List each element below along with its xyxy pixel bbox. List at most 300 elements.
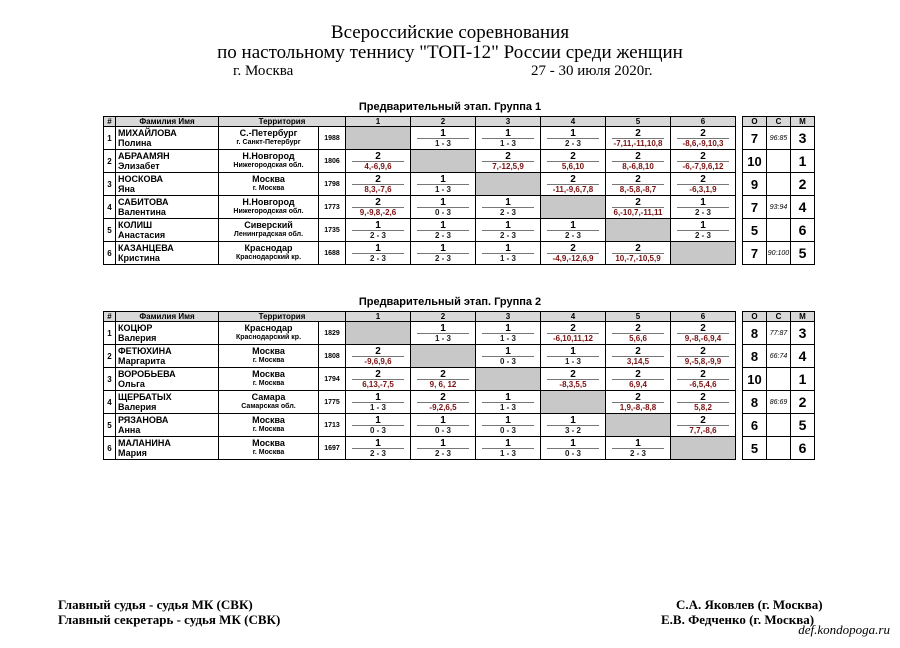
title-line-2: по настольному теннису "ТОП-12" России среди женщин [217, 42, 683, 63]
player-name [116, 368, 219, 391]
match-score: 1 - 3 [499, 402, 516, 412]
match-score: 1 - 3 [564, 356, 581, 366]
gap-cell [736, 173, 743, 196]
gap-cell [736, 242, 743, 265]
header-row [104, 117, 815, 127]
col-opponent-header: 3 [476, 117, 541, 127]
col-o-header: О [743, 117, 767, 127]
match-score: 0 - 3 [499, 425, 516, 435]
player-territory [219, 127, 319, 150]
match-result [606, 196, 671, 219]
territory-city: Н.Новгород [242, 197, 295, 207]
points-total: 8 [743, 391, 767, 414]
match-score: -6,-7,9,6,12 [682, 161, 724, 171]
match-score: 5,6,10 [561, 161, 585, 171]
match-result [541, 219, 606, 242]
match-points: 1 [677, 221, 729, 231]
match-score: 5,8,2 [694, 402, 712, 412]
match-result [346, 345, 411, 368]
match-result [346, 368, 411, 391]
territory-city: Сиверский [244, 220, 293, 230]
match-score: 1 - 3 [499, 333, 516, 343]
match-result [541, 345, 606, 368]
city: г. Москва [233, 63, 294, 79]
match-result [541, 173, 606, 196]
match-result [606, 242, 671, 265]
match-result [411, 242, 476, 265]
match-points: 1 [352, 221, 404, 231]
match-points: 1 [482, 244, 534, 254]
match-score: 2 - 3 [564, 138, 581, 148]
player-last-name: РЯЗАНОВА [118, 415, 169, 425]
match-score: 0 - 3 [499, 356, 516, 366]
match-result [606, 322, 671, 345]
player-row [104, 322, 815, 345]
gap-cell [736, 345, 743, 368]
match-points: 2 [612, 129, 664, 139]
col-opponent-header: 6 [671, 312, 736, 322]
chief-secretary-label: Главный секретарь - судья МК (СВК) [58, 612, 281, 627]
player-name [116, 150, 219, 173]
player-first-name: Ольга [118, 379, 145, 389]
match-result [411, 127, 476, 150]
col-opponent-header: 3 [476, 312, 541, 322]
tiebreak-ratio: 93:94 [767, 196, 791, 219]
match-points: 1 [547, 129, 599, 139]
player-first-name: Кристина [118, 253, 160, 263]
match-points: 2 [352, 370, 404, 380]
self-match-cell [411, 150, 476, 173]
match-score: 6,13,-7,5 [362, 379, 394, 389]
player-number: 5 [104, 219, 116, 242]
player-first-name: Полина [118, 138, 152, 148]
match-result [411, 368, 476, 391]
player-row [104, 196, 815, 219]
match-points: 2 [677, 347, 729, 357]
match-result [671, 391, 736, 414]
match-points: 2 [352, 152, 404, 162]
player-row [104, 345, 815, 368]
player-number: 1 [104, 322, 116, 345]
match-result [541, 322, 606, 345]
match-result [671, 345, 736, 368]
match-score: 2 - 3 [369, 253, 386, 263]
player-first-name: Яна [118, 184, 135, 194]
match-points: 2 [677, 370, 729, 380]
tiebreak-ratio [767, 219, 791, 242]
tiebreak-ratio [767, 368, 791, 391]
gap-cell [736, 196, 743, 219]
player-territory [219, 391, 319, 414]
match-score: -6,10,11,12 [552, 333, 594, 343]
match-result [411, 322, 476, 345]
player-name [116, 345, 219, 368]
points-total: 7 [743, 127, 767, 150]
match-result [671, 414, 736, 437]
player-last-name: САБИТОВА [118, 197, 169, 207]
group-2-title: Предварительный этап. Группа 2 [358, 296, 542, 308]
match-points: 2 [677, 393, 729, 403]
player-number: 6 [104, 242, 116, 265]
match-score: 8,-6,8,10 [622, 161, 654, 171]
player-first-name: Валерия [118, 333, 157, 343]
col-opponent-header: 5 [606, 312, 671, 322]
player-first-name: Маргарита [118, 356, 166, 366]
points-total: 7 [743, 196, 767, 219]
match-points: 2 [612, 324, 664, 334]
player-territory [219, 437, 319, 460]
territory-city: Краснодар [244, 323, 293, 333]
match-score: 2 - 3 [434, 253, 451, 263]
player-rating: 1806 [319, 150, 346, 173]
match-points: 2 [352, 175, 404, 185]
points-total: 9 [743, 173, 767, 196]
match-score: 2 - 3 [694, 230, 711, 240]
player-territory [219, 414, 319, 437]
territory-city: С.-Петербург [239, 128, 298, 138]
match-score: 7,7,-8,6 [689, 425, 717, 435]
player-territory [219, 196, 319, 219]
self-match-cell [606, 219, 671, 242]
match-score: 2 - 3 [369, 448, 386, 458]
final-place: 4 [791, 345, 815, 368]
group-1-table [103, 116, 815, 265]
player-last-name: АБРААМЯН [118, 151, 170, 161]
match-score: 2 - 3 [499, 207, 516, 217]
tiebreak-ratio [767, 173, 791, 196]
gap-cell [736, 127, 743, 150]
territory-region: г. Москва [252, 380, 285, 387]
match-score: 6,-10,7,-11,11 [613, 207, 663, 217]
player-first-name: Анна [118, 425, 141, 435]
gap-cell [736, 368, 743, 391]
match-result [476, 437, 541, 460]
match-result [541, 368, 606, 391]
territory-city: Москва [252, 438, 285, 448]
player-first-name: Валерия [118, 402, 157, 412]
match-result [411, 219, 476, 242]
match-score: 1 - 3 [434, 184, 451, 194]
match-points: 1 [352, 393, 404, 403]
territory-city: Н.Новгород [242, 151, 295, 161]
final-place: 4 [791, 196, 815, 219]
match-result [671, 368, 736, 391]
tiebreak-ratio [767, 437, 791, 460]
col-opponent-header: 4 [541, 312, 606, 322]
self-match-cell [346, 322, 411, 345]
player-row [104, 150, 815, 173]
territory-city: Москва [252, 346, 285, 356]
match-points: 1 [547, 347, 599, 357]
territory-region: г. Москва [252, 185, 285, 192]
match-score: 0 - 3 [434, 207, 451, 217]
match-points: 1 [482, 439, 534, 449]
match-score: 4,-6,9,6 [364, 161, 392, 171]
col-name-header: Фамилия Имя [116, 312, 219, 322]
player-name [116, 437, 219, 460]
player-territory [219, 242, 319, 265]
match-result [606, 150, 671, 173]
match-points: 1 [482, 129, 534, 139]
match-result [541, 150, 606, 173]
dates: 27 - 30 июля 2020г. [531, 63, 653, 79]
match-score: 3 - 2 [564, 425, 581, 435]
match-result [411, 391, 476, 414]
match-result [411, 173, 476, 196]
match-result [541, 242, 606, 265]
tiebreak-ratio: 90:100 [767, 242, 791, 265]
match-points: 2 [677, 152, 729, 162]
match-score: -4,9,-12,6,9 [552, 253, 594, 263]
chief-secretary-name: Е.В. Федченко (г. Москва) [661, 612, 815, 627]
tiebreak-ratio [767, 414, 791, 437]
match-score: -8,6,-9,10,3 [682, 138, 724, 148]
chief-judge-name: С.А. Яковлев (г. Москва) [676, 597, 823, 612]
match-points: 2 [612, 244, 664, 254]
match-points: 2 [677, 129, 729, 139]
player-territory [219, 345, 319, 368]
player-last-name: КОЦЮР [118, 323, 153, 333]
self-match-cell [346, 127, 411, 150]
territory-city: Самара [251, 392, 286, 402]
match-score: 9,-8,-6,9,4 [684, 333, 722, 343]
match-result [476, 242, 541, 265]
match-score: -8,3,5,5 [559, 379, 587, 389]
match-score: -9,2,6,5 [429, 402, 457, 412]
territory-region: г. Санкт-Петербург [236, 139, 301, 146]
match-points: 2 [612, 175, 664, 185]
match-points: 1 [352, 439, 404, 449]
match-result [541, 127, 606, 150]
player-territory [219, 368, 319, 391]
points-total: 10 [743, 150, 767, 173]
match-points: 1 [677, 198, 729, 208]
match-result [541, 437, 606, 460]
match-points: 1 [612, 439, 664, 449]
match-score: -11,-9,6,7,8 [552, 184, 594, 194]
col-opponent-header: 2 [411, 312, 476, 322]
match-score: 2 - 3 [564, 230, 581, 240]
player-number: 4 [104, 391, 116, 414]
match-points: 1 [417, 244, 469, 254]
match-points: 1 [417, 439, 469, 449]
player-last-name: МИХАЙЛОВА [118, 128, 177, 138]
player-rating: 1829 [319, 322, 346, 345]
match-score: 2 - 3 [499, 230, 516, 240]
player-rating: 1808 [319, 345, 346, 368]
match-points: 1 [482, 221, 534, 231]
final-place: 6 [791, 437, 815, 460]
col-m-header: М [791, 312, 815, 322]
match-points: 2 [612, 347, 664, 357]
match-result [476, 414, 541, 437]
territory-city: Москва [252, 174, 285, 184]
player-name [116, 414, 219, 437]
match-result [346, 173, 411, 196]
title-line-1: Всероссийские соревнования [330, 22, 570, 43]
player-name [116, 127, 219, 150]
match-score: 10,-7,-10,5,9 [615, 253, 661, 263]
col-opponent-header: 1 [346, 312, 411, 322]
player-name [116, 219, 219, 242]
match-score: -7,11,-11,10,8 [613, 138, 663, 148]
match-result [671, 219, 736, 242]
final-place: 3 [791, 322, 815, 345]
points-total: 6 [743, 414, 767, 437]
points-total: 7 [743, 242, 767, 265]
match-result [476, 127, 541, 150]
match-result [606, 127, 671, 150]
match-points: 1 [547, 221, 599, 231]
points-total: 8 [743, 345, 767, 368]
self-match-cell [411, 345, 476, 368]
match-score: -9,6,9,6 [364, 356, 392, 366]
self-match-cell [476, 173, 541, 196]
match-points: 2 [417, 393, 469, 403]
gap-cell [736, 219, 743, 242]
player-last-name: ЩЕРБАТЫХ [118, 392, 172, 402]
match-points: 2 [482, 152, 534, 162]
player-name [116, 322, 219, 345]
match-score: 7,-12,5,9 [492, 161, 524, 171]
player-number: 5 [104, 414, 116, 437]
match-points: 1 [417, 129, 469, 139]
match-result [606, 391, 671, 414]
group-2-table [103, 311, 815, 460]
match-result [476, 150, 541, 173]
match-points: 2 [612, 198, 664, 208]
self-match-cell [606, 414, 671, 437]
col-c-header: С [767, 117, 791, 127]
points-total: 10 [743, 368, 767, 391]
match-points: 1 [482, 416, 534, 426]
player-name [116, 173, 219, 196]
tiebreak-ratio: 96:85 [767, 127, 791, 150]
final-place: 5 [791, 242, 815, 265]
match-points: 2 [547, 175, 599, 185]
match-points: 2 [547, 152, 599, 162]
player-row [104, 219, 815, 242]
match-result [411, 437, 476, 460]
points-total: 8 [743, 322, 767, 345]
player-last-name: ФЕТЮХИНА [118, 346, 172, 356]
territory-region: Нижегородская обл. [233, 208, 304, 215]
match-points: 1 [547, 439, 599, 449]
self-match-cell [476, 368, 541, 391]
territory-region: Нижегородская обл. [233, 162, 304, 169]
territory-region: г. Москва [252, 449, 285, 456]
chief-judge-label: Главный судья - судья МК (СВК) [58, 597, 253, 612]
col-opponent-header: 2 [411, 117, 476, 127]
col-opponent-header: 1 [346, 117, 411, 127]
player-rating: 1775 [319, 391, 346, 414]
territory-region: Краснодарский кр. [235, 334, 302, 341]
player-row [104, 391, 815, 414]
player-row [104, 368, 815, 391]
match-score: 2 - 3 [629, 448, 646, 458]
tiebreak-ratio [767, 150, 791, 173]
territory-region: Самарская обл. [241, 403, 296, 410]
final-place: 2 [791, 173, 815, 196]
match-points: 2 [417, 370, 469, 380]
player-last-name: НОСКОВА [118, 174, 164, 184]
final-place: 6 [791, 219, 815, 242]
self-match-cell [671, 437, 736, 460]
self-match-cell [541, 196, 606, 219]
territory-region: г. Москва [252, 357, 285, 364]
match-points: 2 [677, 324, 729, 334]
player-name [116, 391, 219, 414]
match-points: 2 [612, 152, 664, 162]
match-result [671, 196, 736, 219]
match-points: 1 [482, 198, 534, 208]
player-name [116, 196, 219, 219]
tiebreak-ratio: 66:74 [767, 345, 791, 368]
header-row [104, 312, 815, 322]
match-points: 1 [482, 324, 534, 334]
match-points: 2 [547, 324, 599, 334]
match-score: -6,3,1,9 [689, 184, 717, 194]
match-result [671, 173, 736, 196]
col-opponent-header: 6 [671, 117, 736, 127]
player-row [104, 437, 815, 460]
match-score: 3,14,5 [626, 356, 650, 366]
match-score: 2 - 3 [369, 230, 386, 240]
player-rating: 1713 [319, 414, 346, 437]
player-rating: 1988 [319, 127, 346, 150]
final-place: 5 [791, 414, 815, 437]
match-result [606, 437, 671, 460]
match-result [346, 414, 411, 437]
player-number: 4 [104, 196, 116, 219]
match-result [346, 150, 411, 173]
match-score: 0 - 3 [434, 425, 451, 435]
match-points: 1 [417, 221, 469, 231]
player-rating: 1794 [319, 368, 346, 391]
match-points: 2 [612, 393, 664, 403]
match-result [411, 196, 476, 219]
match-points: 2 [547, 244, 599, 254]
player-number: 2 [104, 150, 116, 173]
tiebreak-ratio: 77:87 [767, 322, 791, 345]
gap-cell [736, 437, 743, 460]
gap-cell [736, 414, 743, 437]
match-points: 1 [417, 324, 469, 334]
match-points: 1 [482, 393, 534, 403]
territory-region: Краснодарский кр. [235, 254, 302, 261]
match-points: 1 [417, 416, 469, 426]
match-result [476, 196, 541, 219]
match-score: -6,5,4,6 [689, 379, 717, 389]
player-first-name: Анастасия [118, 230, 166, 240]
match-result [346, 196, 411, 219]
player-number: 3 [104, 368, 116, 391]
gap-cell [736, 150, 743, 173]
match-points: 1 [352, 244, 404, 254]
match-points: 1 [482, 347, 534, 357]
match-result [671, 322, 736, 345]
player-territory [219, 322, 319, 345]
self-match-cell [541, 391, 606, 414]
match-result [346, 437, 411, 460]
player-number: 1 [104, 127, 116, 150]
territory-city: Краснодар [244, 243, 293, 253]
match-result [671, 127, 736, 150]
match-points: 1 [417, 198, 469, 208]
final-place: 1 [791, 368, 815, 391]
player-rating: 1798 [319, 173, 346, 196]
match-result [476, 322, 541, 345]
